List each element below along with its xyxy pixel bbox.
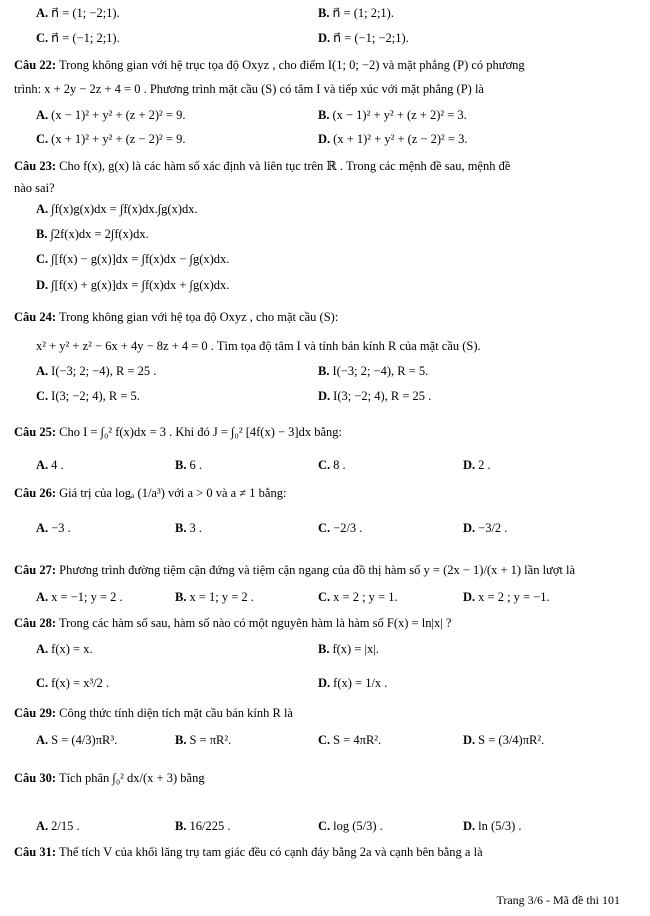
q29-option-d: D. S = (3/4)πR². [463, 733, 545, 747]
q30-option-b: B. 16/225 . [175, 819, 231, 833]
prev-option-b: B. n⃗ = (1; 2;1). [318, 6, 394, 20]
q23-option-a: A. ∫f(x)g(x)dx = ∫f(x)dx.∫g(x)dx. [36, 202, 198, 216]
q25-option-b: B. 6 . [175, 458, 202, 472]
q25-option-a: A. 4 . [36, 458, 64, 472]
prev-option-c: C. n⃗ = (−1; 2;1). [36, 31, 120, 45]
q22-option-c: C. (x + 1)² + y² + (z − 2)² = 9. [36, 132, 186, 146]
q30-option-a: A. 2/15 . [36, 819, 80, 833]
question-30: Câu 30: Tích phân ∫₀² dx/(x + 3) bằng [14, 771, 205, 785]
q27-option-a: A. x = −1; y = 2 . [36, 590, 123, 604]
question-23-line-1: Câu 23: Cho f(x), g(x) là các hàm số xác định và liên tục trên ℝ . Trong các mệnh đề sau, mệnh đề [14, 159, 511, 173]
q25-option-d: D. 2 . [463, 458, 491, 472]
page-footer: Trang 3/6 - Mã đề thi 101 [496, 893, 620, 907]
q28-option-b: B. f(x) = |x|. [318, 642, 379, 656]
prev-option-d: D. n⃗ = (−1; −2;1). [318, 31, 409, 45]
q27-option-c: C. x = 2 ; y = 1. [318, 590, 398, 604]
question-31: Câu 31: Thể tích V của khối lăng trụ tam giác đều có cạnh đáy bằng 2a và cạnh bên bằng a là [14, 845, 483, 859]
question-28: Câu 28: Trong các hàm số sau, hàm số nào có một nguyên hàm là hàm số F(x) = ln|x| ? [14, 616, 452, 630]
q30-option-c: C. log (5/3) . [318, 819, 383, 833]
question-24-line-1: Câu 24: Trong không gian với hệ tọa độ Oxyz , cho mặt cầu (S): [14, 310, 339, 324]
question-29: Câu 29: Công thức tính diện tích mặt cầu bán kính R là [14, 706, 293, 720]
q28-option-c: C. f(x) = x³/2 . [36, 676, 110, 690]
q29-option-b: B. S = πR². [175, 733, 232, 747]
q25-option-c: C. 8 . [318, 458, 346, 472]
q23-option-c: C. ∫[f(x) − g(x)]dx = ∫f(x)dx − ∫g(x)dx. [36, 252, 230, 266]
q24-option-b: B. I(−3; 2; −4), R = 5. [318, 364, 429, 378]
question-25: Câu 25: Cho I = ∫₀² f(x)dx = 3 . Khi đó J = ∫₀² [4f(x) − 3]dx bằng: [14, 425, 342, 439]
question-26: Câu 26: Giá trị của logₐ (1/a³) với a > 0 và a ≠ 1 bằng: [14, 486, 287, 500]
q26-option-d: D. −3/2 . [463, 521, 508, 535]
q24-option-a: A. I(−3; 2; −4), R = 25 . [36, 364, 157, 378]
q22-option-b: B. (x − 1)² + y² + (z + 2)² = 3. [318, 108, 467, 122]
question-22-line-1: Câu 22: Trong không gian với hệ trục tọa độ Oxyz , cho điểm I(1; 0; −2) và mặt phẳng (P) có phương [14, 58, 525, 72]
q28-option-d: D. f(x) = 1/x . [318, 676, 388, 690]
q26-option-b: B. 3 . [175, 521, 202, 535]
q30-option-d: D. ln (5/3) . [463, 819, 522, 833]
q23-option-b: B. ∫2f(x)dx = 2∫f(x)dx. [36, 227, 149, 241]
q22-option-d: D. (x + 1)² + y² + (z − 2)² = 3. [318, 132, 468, 146]
question-27: Câu 27: Phương trình đường tiệm cận đứng và tiệm cận ngang của đồ thị hàm số y = (2x − 1)/(x + 1) lần lượt là [14, 563, 576, 577]
q27-option-d: D. x = 2 ; y = −1. [463, 590, 550, 604]
q29-option-c: C. S = 4πR². [318, 733, 382, 747]
q26-option-a: A. −3 . [36, 521, 71, 535]
q26-option-c: C. −2/3 . [318, 521, 363, 535]
q28-option-a: A. f(x) = x. [36, 642, 93, 656]
q24-option-d: D. I(3; −2; 4), R = 25 . [318, 389, 432, 403]
question-23-line-2: nào sai? [14, 181, 55, 195]
question-24-line-2: x² + y² + z² − 6x + 4y − 8z + 4 = 0 . Tìm tọa độ tâm I và tính bán kính R của mặt cầu (S). [36, 339, 481, 353]
q24-option-c: C. I(3; −2; 4), R = 5. [36, 389, 140, 403]
q22-option-a: A. (x − 1)² + y² + (z + 2)² = 9. [36, 108, 186, 122]
question-22-line-2: trình: x + 2y − 2z + 4 = 0 . Phương trình mặt cầu (S) có tâm I và tiếp xúc với mặt phẳng (P) là [14, 82, 484, 96]
prev-option-a: A. n⃗ = (1; −2;1). [36, 6, 120, 20]
q27-option-b: B. x = 1; y = 2 . [175, 590, 254, 604]
q29-option-a: A. S = (4/3)πR³. [36, 733, 118, 747]
q23-option-d: D. ∫[f(x) + g(x)]dx = ∫f(x)dx + ∫g(x)dx. [36, 278, 230, 292]
